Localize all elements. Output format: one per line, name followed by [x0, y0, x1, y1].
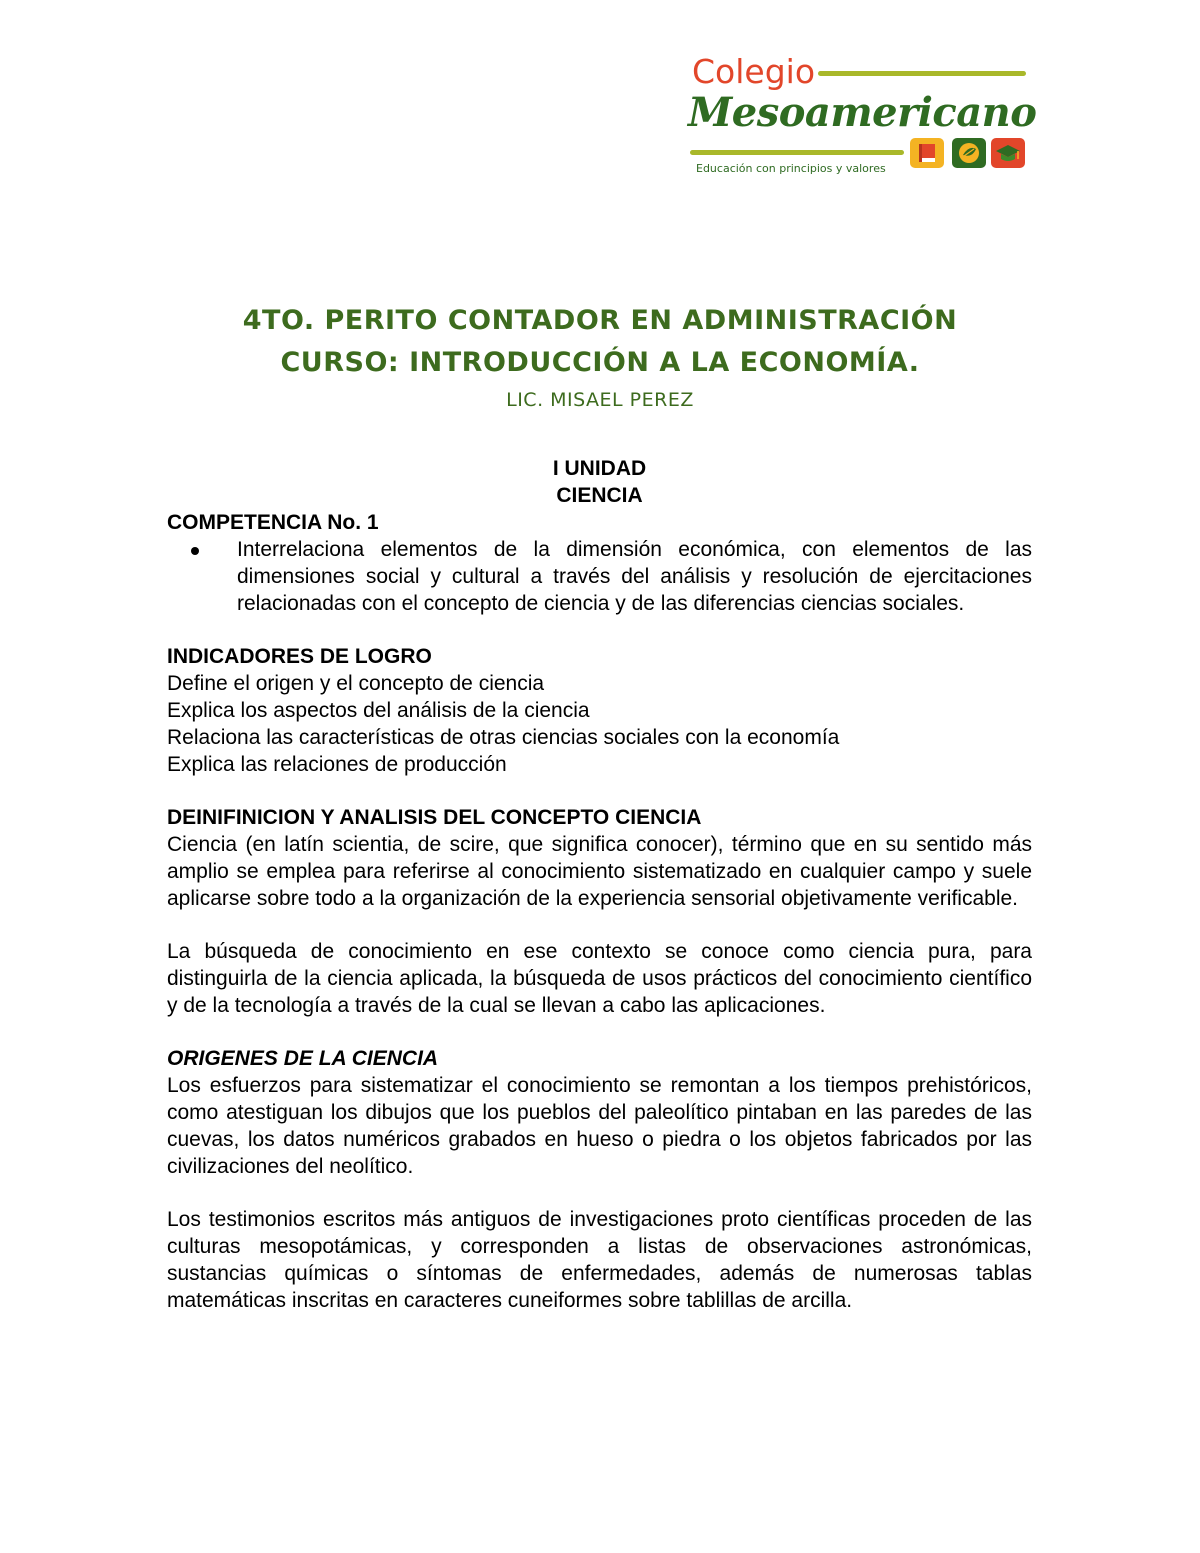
logo-mesoamericano-text: Mesoamericano — [688, 89, 1037, 136]
bullet-icon — [191, 547, 199, 555]
definicion-paragraph: Ciencia (en latín scientia, de scire, que significa conocer), término que en su sentido más amplio se emplea para referirse al conocimiento sistematizado en cualquier campo y suele aplicarse sobre todo a la organización de la experiencia sensorial objetivamente verificable. — [167, 833, 1032, 910]
indicator-item: Explica las relaciones de producción — [167, 753, 507, 776]
origenes-heading: ORIGENES DE LA CIENCIA — [167, 1047, 439, 1070]
competencia-heading: COMPETENCIA No. 1 — [167, 511, 379, 534]
logo-colegio-text: Colegio — [692, 52, 816, 91]
book-icon — [910, 138, 944, 168]
definicion-paragraph: La búsqueda de conocimiento en ese contexto se conoce como ciencia pura, para distinguirla de la ciencia aplicada, la búsqueda de usos prácticos del conocimiento científico y de la tecnología a través de la cual se llevan a cabo las aplicaciones. — [167, 940, 1032, 1017]
leaf-icon — [952, 138, 986, 168]
course-grade-title: 4TO. PERITO CONTADOR EN ADMINISTRACIÓN — [242, 305, 958, 336]
indicadores-heading: INDICADORES DE LOGRO — [167, 645, 432, 668]
graduation-cap-icon — [991, 138, 1025, 168]
logo-divider-bottom — [690, 150, 904, 155]
definicion-heading: DEINIFINICION Y ANALISIS DEL CONCEPTO CIENCIA — [167, 806, 702, 829]
competencia-list — [167, 536, 1032, 617]
unit-topic: CIENCIA — [556, 484, 643, 507]
indicator-item: Relaciona las características de otras ciencias sociales con la economía — [167, 726, 840, 749]
logo-tagline: Educación con principios y valores — [696, 162, 886, 175]
origenes-paragraph: Los testimonios escritos más antiguos de investigaciones proto científicas proceden de las culturas mesopotámicas, y corresponden a listas de observaciones astronómicas, sustancias químicas o síntomas de enfermedades, además de numerosas tablas matemáticas inscritas en caracteres cuneiformes sobre tablillas de arcilla. — [167, 1208, 1032, 1312]
logo-divider-top — [818, 71, 1026, 76]
competencia-text: Interrelaciona elementos de la dimensión económica, con elementos de las dimensiones social y cultural a través del análisis y resolución de ejercitaciones relacionadas con el concepto de ciencia y de las diferencias ciencias sociales. — [237, 538, 1032, 615]
course-name-title: CURSO: INTRODUCCIÓN A LA ECONOMÍA. — [280, 347, 920, 378]
teacher-name: LIC. MISAEL PEREZ — [506, 389, 694, 411]
origenes-paragraph: Los esfuerzos para sistematizar el conocimiento se remontan a los tiempos prehistóricos, como atestiguan los dibujos que los pueblos del paleolítico pintaban en las paredes de las cuevas, los datos numéricos grabados en hueso o piedra o los objetos fabricados por las civilizaciones del neolítico. — [167, 1074, 1032, 1178]
document-header — [0, 300, 1200, 416]
list-item — [237, 536, 1032, 617]
indicator-item: Explica los aspectos del análisis de la ciencia — [167, 699, 590, 722]
indicator-item: Define el origen y el concepto de ciencia — [167, 672, 545, 695]
document-body — [167, 455, 1032, 1314]
school-logo — [688, 52, 1037, 182]
unit-label: I UNIDAD — [552, 457, 647, 480]
